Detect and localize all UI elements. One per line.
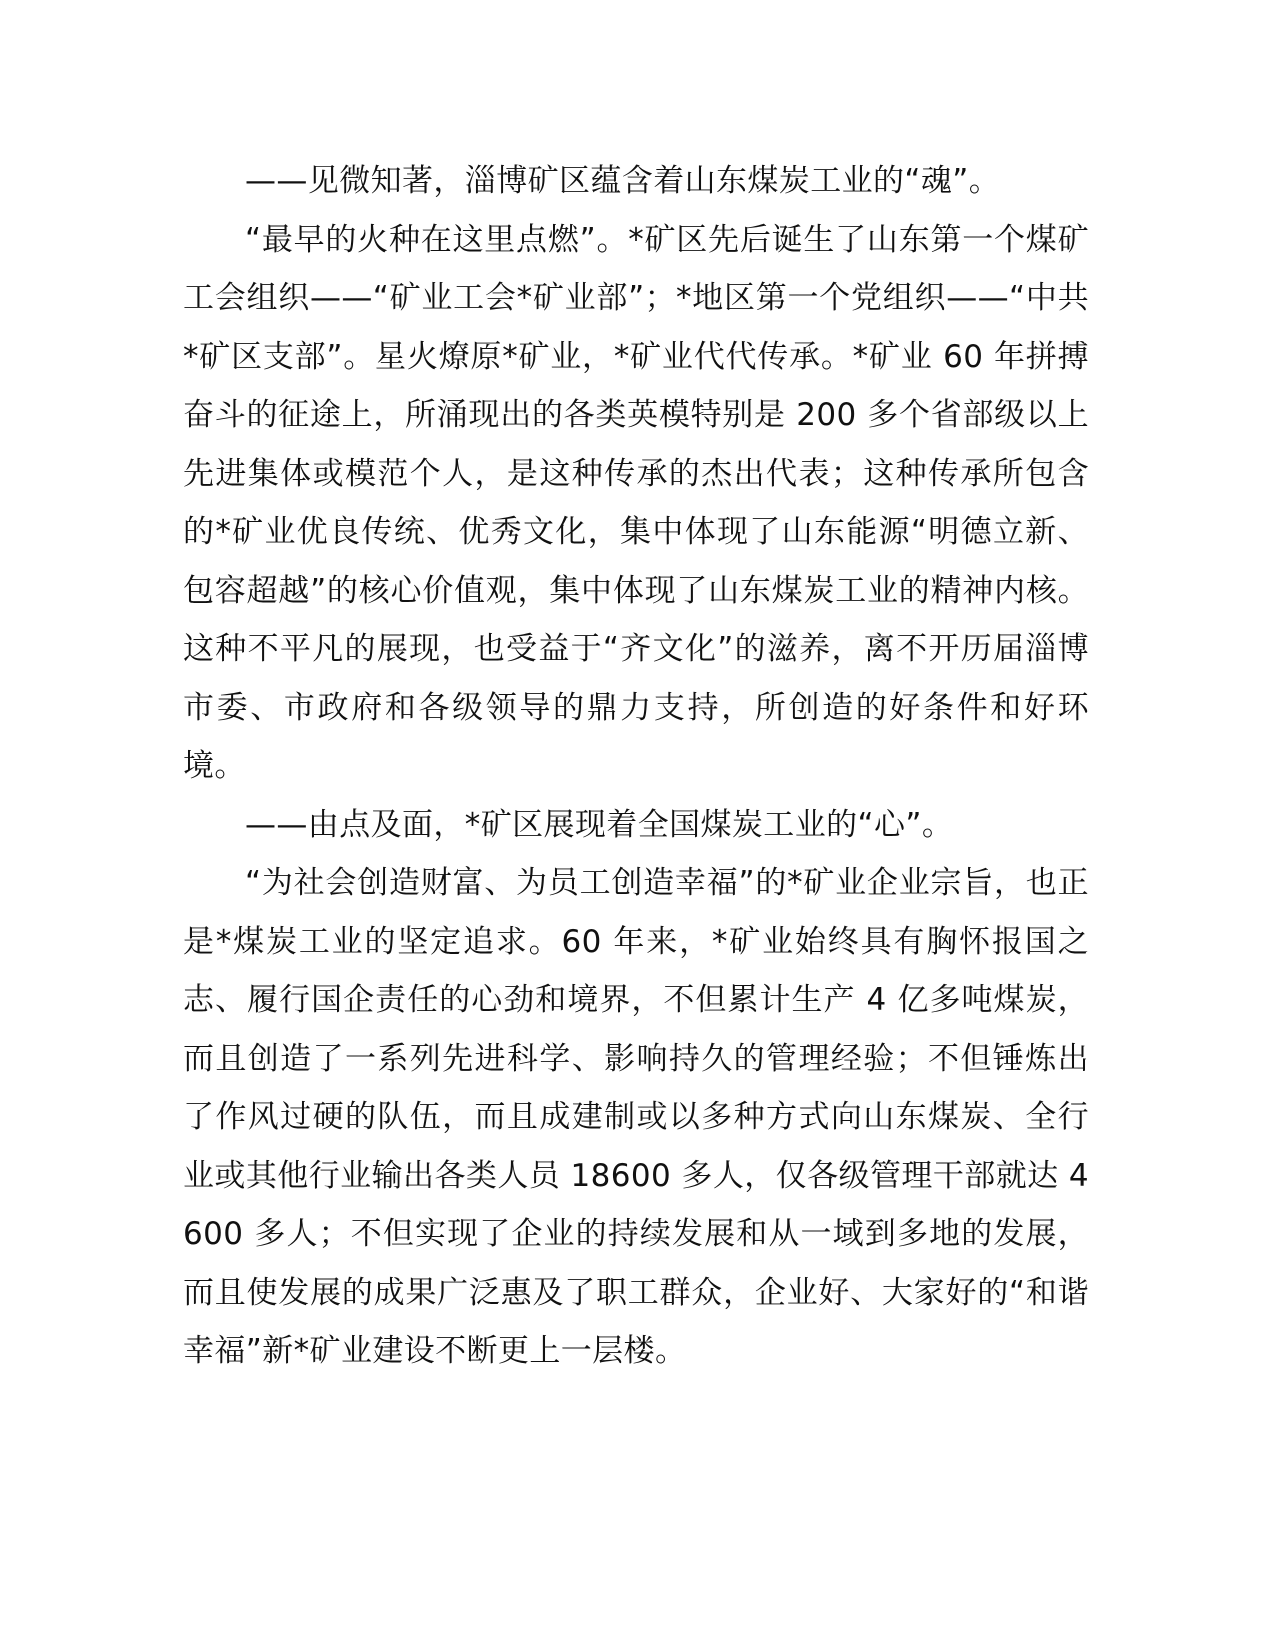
body-paragraph-mission: “为社会创造财富、为员工创造幸福”的*矿业企业宗旨，也正是*煤炭工业的坚定追求。60 年来，*矿业始终具有胸怀报国之志、履行国企责任的心劲和境界，不但累计生产 4 亿多吨煤炭，而且创造了一系列先进科学、影响持久的管理经验；不但锤炼出了作风过硬的队伍，而且成建制或以多种方式向山东煤炭、全行业或其他行业输出各类人员 18600 多人，仅各级管理干部就达 4600 多人；不但实现了企业的持续发展和从一域到多地的发展，而且使发展的成果广泛惠及了职工群众，企业好、大家好的“和谐幸福”新*矿业建设不断更上一层楼。 <box>183 865 1089 1369</box>
body-paragraph-inheritance: “最早的火种在这里点燃”。*矿区先后诞生了山东第一个煤矿工会组织——“矿业工会*矿业部”；*地区第一个党组织——“中共*矿区支部”。星火燎原*矿业，*矿业代代传承。*矿业 60 年拼搏奋斗的征途上，所涌现出的各类英模特别是 200 多个省部级以上先进集体或模范个人，是这种传承的杰出代表；这种传承所包含的*矿业优良传统、优秀文化，集中体现了山东能源“明德立新、包容超越”的核心价值观，集中体现了山东煤炭工业的精神内核。这种不平凡的展现，也受益于“齐文化”的滋养，离不开历届淄博市委、市政府和各级领导的鼎力支持，所创造的好条件和好环境。 <box>183 221 1089 784</box>
section-heading-heart: ——由点及面，*矿区展现着全国煤炭工业的“心”。 <box>245 806 954 843</box>
section-heading-soul: ——见微知著，淄博矿区蕴含着山东煤炭工业的“魂”。 <box>245 163 1001 199</box>
document-page <box>183 152 1089 1381</box>
